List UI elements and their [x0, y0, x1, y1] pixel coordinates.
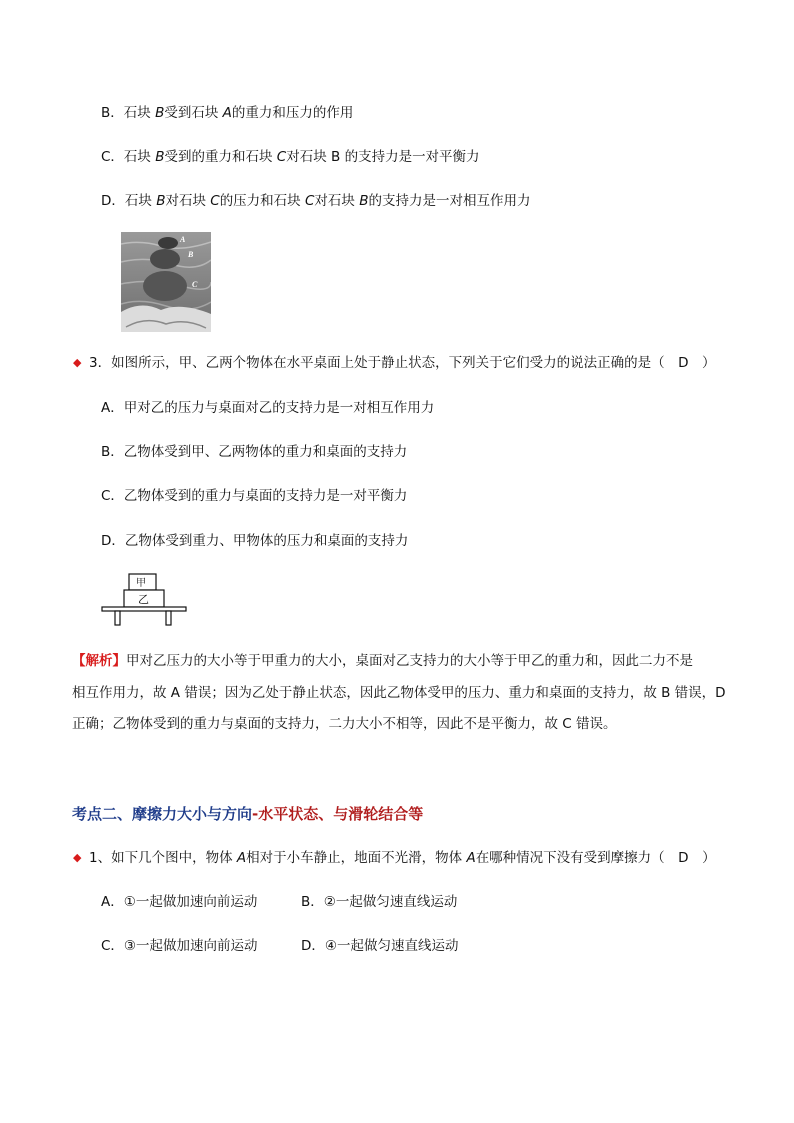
rock-label-a: A	[180, 235, 186, 244]
s2-q1-option-d: D．④一起做匀速直线运动	[301, 938, 459, 954]
analysis-line-1: 【解析】甲对乙压力的大小等于甲重力的大小，桌面对乙支持力的大小等于甲乙的重力和，因此二力不是	[72, 653, 693, 669]
block-label-yi: 乙	[138, 593, 149, 606]
s2-q1-option-a: A．①一起做加速向前运动	[101, 894, 258, 910]
rock-c	[143, 271, 187, 301]
q2-option-c: C．石块 B受到的重力和石块 C对石块 B 的支持力是一对平衡力	[101, 149, 480, 165]
rock-stack-figure	[121, 232, 211, 332]
analysis-line-3: 正确；乙物体受到的重力与桌面的支持力，二力大小不相等，因此不是平衡力，故 C 错误。	[72, 716, 617, 732]
table-leg-left	[115, 611, 120, 625]
diamond-bullet-icon: ◆	[73, 356, 82, 369]
analysis-line-2: 相互作用力，故 A 错误；因为乙处于静止状态，因此乙物体受甲的压力、重力和桌面的支持力，故 B 错误，D	[72, 685, 726, 701]
rock-label-b: B	[188, 250, 194, 259]
s2-q1-stem: 1、如下几个图中，物体 A相对于小车静止，地面不光滑，物体 A在哪种情况下没有受到摩擦力（ D ）	[89, 850, 716, 866]
q2-option-b: B．石块 B受到石块 A的重力和压力的作用	[101, 105, 354, 121]
analysis-label: 【解析】	[72, 653, 126, 669]
table-leg-right	[166, 611, 171, 625]
s2-q1-option-b: B．②一起做匀速直线运动	[301, 894, 458, 910]
q3-option-a: A．甲对乙的压力与桌面对乙的支持力是一对相互作用力	[101, 400, 435, 416]
block-label-jia: 甲	[136, 578, 146, 589]
q2-option-d: D．石块 B对石块 C的压力和石块 C对石块 B的支持力是一对相互作用力	[101, 193, 531, 209]
q3-stem: 3．如图所示，甲、乙两个物体在水平桌面上处于静止状态，下列关于它们受力的说法正确的是（ D ）	[89, 355, 716, 371]
q3-option-b: B．乙物体受到甲、乙两物体的重力和桌面的支持力	[101, 444, 408, 460]
diamond-bullet-icon: ◆	[73, 851, 82, 864]
section-title: 考点二、摩擦力大小与方向-水平状态、与滑轮结合等	[72, 805, 424, 823]
rock-a	[158, 237, 178, 249]
s2-q1-option-c: C．③一起做加速向前运动	[101, 938, 258, 954]
q3-option-c: C．乙物体受到的重力与桌面的支持力是一对平衡力	[101, 488, 408, 504]
blocks-on-table-figure	[100, 573, 190, 628]
rock-b	[150, 249, 180, 269]
rock-label-c: C	[192, 280, 198, 289]
q3-option-d: D．乙物体受到重力、甲物体的压力和桌面的支持力	[101, 533, 409, 549]
